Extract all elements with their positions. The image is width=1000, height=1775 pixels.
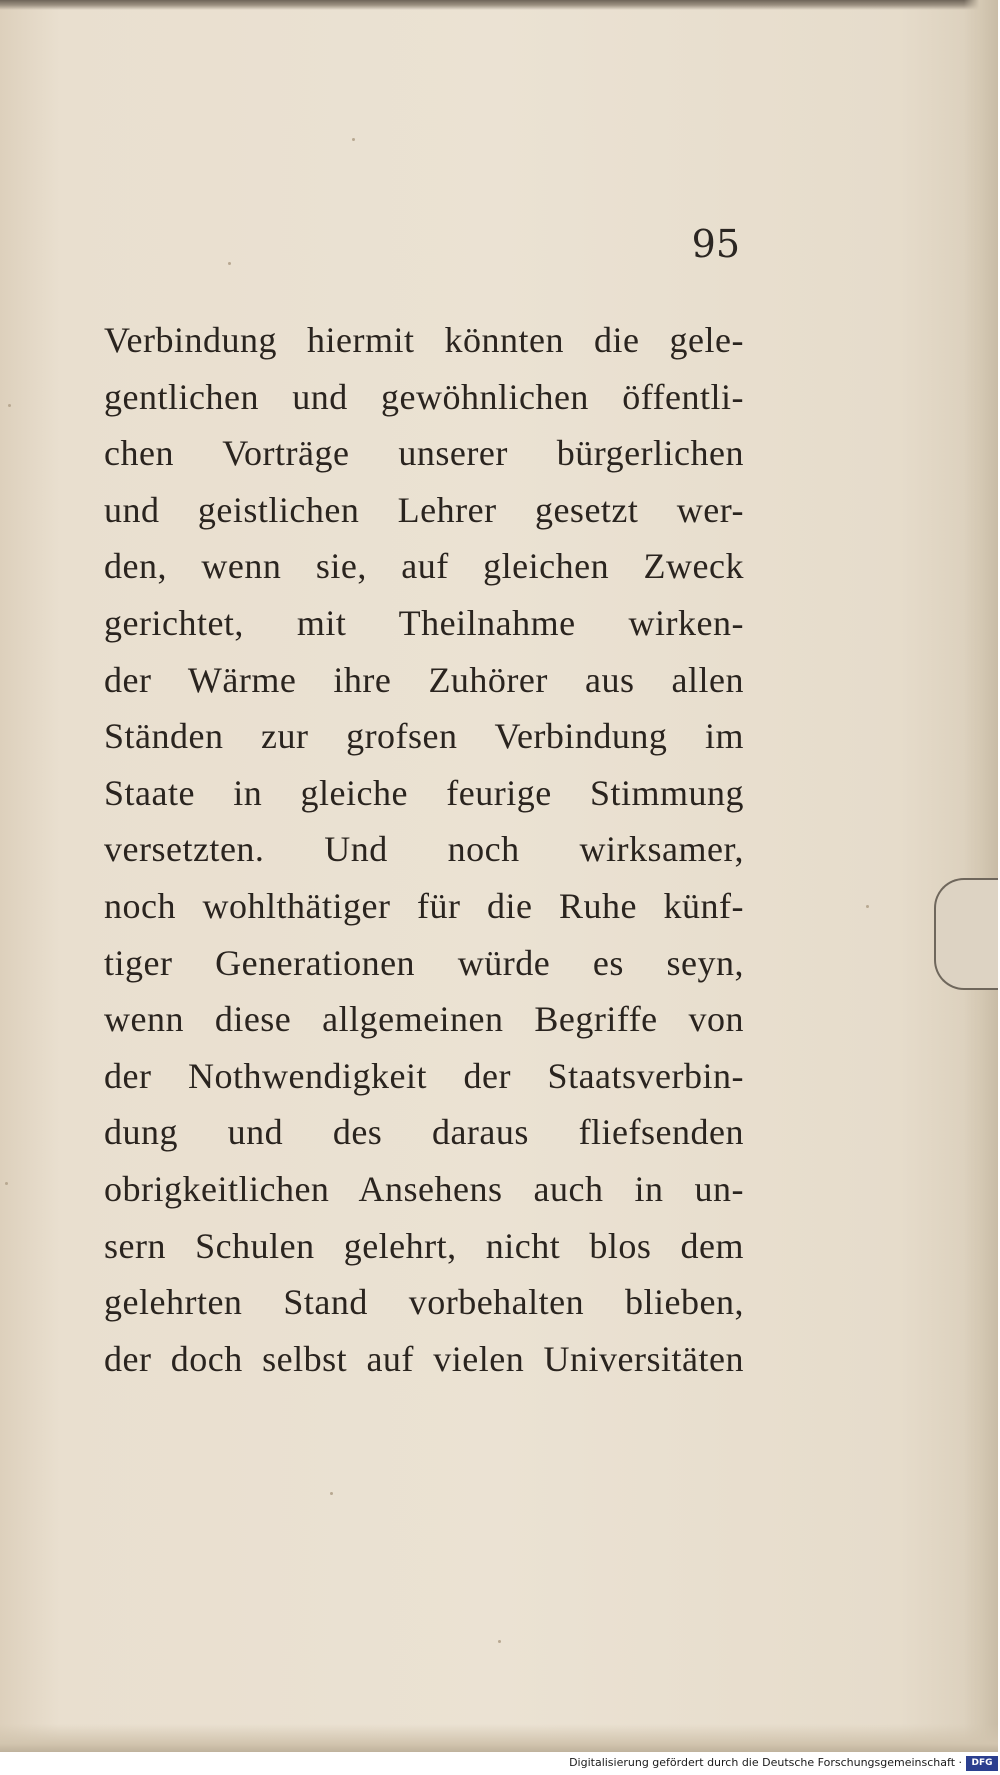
paper-speck	[866, 905, 869, 908]
page-right-edge	[964, 0, 998, 1752]
text-line: gelehrten Stand vorbehalten blieben,	[104, 1282, 744, 1323]
paper-speck	[228, 262, 231, 265]
page-number: 95	[691, 222, 740, 266]
text-line: gentlichen und gewöhnlichen öffentli-	[104, 376, 744, 417]
text-line: wenn diese allgemeinen Begriffe von	[104, 999, 744, 1040]
text-line: und geistlichen Lehrer gesetzt wer-	[104, 489, 744, 530]
text-line: noch wohlthätiger für die Ruhe künf-	[104, 885, 744, 926]
text-line: dung und des daraus fliefsenden	[104, 1112, 744, 1153]
dfg-logo: DFG	[966, 1756, 998, 1771]
paper-speck	[330, 1492, 333, 1495]
text-line: gerichtet, mit Theilnahme wirken-	[104, 602, 744, 643]
page-bottom-edge	[0, 1724, 998, 1752]
paper-speck	[498, 1640, 501, 1643]
text-line: der doch selbst auf vielen Universitäten	[104, 1338, 744, 1379]
text-line: versetzten. Und noch wirksamer,	[104, 829, 744, 870]
paper-speck	[8, 404, 11, 407]
text-line: der Wärme ihre Zuhörer aus allen	[104, 659, 744, 700]
page-top-edge	[0, 0, 998, 10]
text-line: chen Vorträge unserer bürgerlichen	[104, 433, 744, 474]
text-line: tiger Generationen würde es seyn,	[104, 942, 744, 983]
page-tab-mark	[934, 878, 998, 990]
text-line: Staate in gleiche feurige Stimmung	[104, 772, 744, 813]
text-line: sern Schulen gelehrt, nicht blos dem	[104, 1225, 744, 1266]
digitization-credit: Digitalisierung gefördert durch die Deutsche Forschungsgemeinschaft ·	[569, 1756, 962, 1769]
paper-speck	[352, 138, 355, 141]
body-text	[104, 312, 744, 1387]
text-line: der Nothwendigkeit der Staatsverbin-	[104, 1055, 744, 1096]
text-line: den, wenn sie, auf gleichen Zweck	[104, 546, 744, 587]
text-line: Ständen zur grofsen Verbindung im	[104, 716, 744, 757]
paper-speck	[5, 1182, 8, 1185]
text-line: Verbindung hiermit könnten die gele-	[104, 320, 744, 360]
text-line: obrigkeitlichen Ansehens auch in un-	[104, 1168, 744, 1209]
